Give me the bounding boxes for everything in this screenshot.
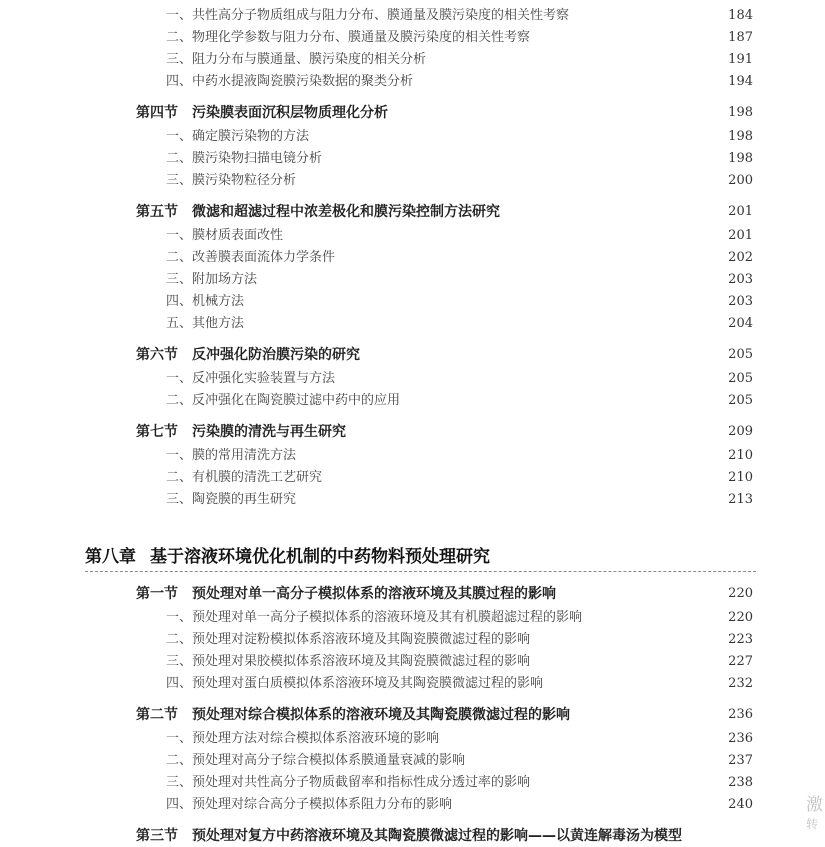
toc-entry-page: 210: [728, 470, 753, 485]
toc-entry-title: 一、膜的常用清洗方法: [166, 448, 297, 463]
toc-entry-title: 二、物理化学参数与阻力分布、膜通量及膜污染度的相关性考察: [166, 30, 531, 45]
toc-section-page: 220: [728, 586, 753, 601]
watermark-text: 转: [806, 817, 819, 831]
toc-section-title: [136, 704, 570, 726]
toc-section[interactable]: [0, 583, 825, 605]
toc-entry[interactable]: [0, 489, 825, 511]
toc-entry-title: 二、预处理对淀粉模拟体系溶液环境及其陶瓷膜微滤过程的影响: [166, 632, 531, 647]
toc-entry-title: 三、阻力分布与膜通量、膜污染度的相关分析: [166, 52, 427, 67]
chapter-title: 基于溶液环境优化机制的中药物料预处理研究: [150, 547, 490, 567]
toc-entry-title: 三、附加场方法: [166, 272, 258, 287]
toc-section[interactable]: [0, 825, 825, 847]
toc-entry-page: 187: [728, 30, 753, 45]
toc-entry-page: 210: [728, 448, 753, 463]
toc-entry-title: 二、膜污染物扫描电镜分析: [166, 151, 323, 166]
toc-entry-page: 232: [728, 676, 753, 691]
toc-entry-page: 227: [728, 654, 753, 669]
section-number: 第五节: [136, 204, 178, 220]
toc-entry-title: 三、陶瓷膜的再生研究: [166, 492, 297, 507]
toc-entry[interactable]: [0, 148, 825, 170]
section-title-text: 预处理对综合模拟体系的溶液环境及其陶瓷膜微滤过程的影响: [192, 707, 570, 723]
toc-entry-page: 220: [728, 610, 753, 625]
toc-entry-page: 204: [728, 316, 753, 331]
toc-entry-page: 238: [728, 775, 753, 790]
toc-entry-title: 五、其他方法: [166, 316, 245, 331]
toc-section-page: 198: [728, 105, 753, 120]
section-title-text: 微滤和超滤过程中浓差极化和膜污染控制方法研究: [192, 204, 500, 220]
toc-section[interactable]: [0, 344, 825, 366]
toc-entry-page: 223: [728, 632, 753, 647]
section-title-text: 预处理对复方中药溶液环境及其陶瓷膜微滤过程的影响——以黄连解毒汤为模型: [192, 828, 682, 844]
toc-entry[interactable]: [0, 673, 825, 695]
toc-entry-page: 200: [728, 173, 753, 188]
section-number: 第六节: [136, 347, 178, 363]
toc-entry-title: 一、共性高分子物质组成与阻力分布、膜通量及膜污染度的相关性考察: [166, 8, 570, 23]
toc-section[interactable]: [0, 421, 825, 443]
toc-entry-title: 一、预处理对单一高分子模拟体系的溶液环境及其有机膜超滤过程的影响: [166, 610, 583, 625]
toc-entry[interactable]: [0, 49, 825, 71]
toc-entry[interactable]: [0, 467, 825, 489]
toc-section-title: [136, 102, 388, 124]
section-title-text: 反冲强化防治膜污染的研究: [192, 347, 360, 363]
toc-entry-page: 198: [728, 129, 753, 144]
toc-entry-title: 二、有机膜的清洗工艺研究: [166, 470, 323, 485]
toc-section-title: [136, 825, 682, 847]
toc-entry-title: 一、确定膜污染物的方法: [166, 129, 310, 144]
toc-entry-title: 三、预处理对共性高分子物质截留率和指标性成分透过率的影响: [166, 775, 531, 790]
toc-entry[interactable]: [0, 390, 825, 412]
chapter-divider: [85, 571, 756, 572]
toc-entry[interactable]: [0, 291, 825, 313]
section-title-text: 污染膜的清洗与再生研究: [192, 424, 346, 440]
toc-entry-title: 一、预处理方法对综合模拟体系溶液环境的影响: [166, 731, 440, 746]
section-number: 第二节: [136, 707, 178, 723]
toc-entry-title: 一、反冲强化实验装置与方法: [166, 371, 336, 386]
toc-entry-page: 184: [728, 8, 753, 23]
toc-entry[interactable]: [0, 750, 825, 772]
toc-entry-page: 201: [728, 228, 753, 243]
section-number: 第三节: [136, 828, 178, 844]
toc-entry-page: 240: [728, 797, 753, 812]
toc-entry-page: 194: [728, 74, 753, 89]
toc-entry[interactable]: [0, 794, 825, 816]
toc-entry-page: 203: [728, 294, 753, 309]
toc-entry-title: 三、膜污染物粒径分析: [166, 173, 297, 188]
toc-section-title: [136, 421, 346, 443]
toc-section[interactable]: [0, 102, 825, 124]
chapter-heading[interactable]: [85, 542, 490, 567]
toc-entry[interactable]: [0, 71, 825, 93]
toc-entry-page: 205: [728, 371, 753, 386]
watermark-text: 激: [806, 795, 823, 815]
toc-entry[interactable]: [0, 629, 825, 651]
toc-entry[interactable]: [0, 5, 825, 27]
toc-section-page: 236: [728, 707, 753, 722]
section-title-text: 预处理对单一高分子模拟体系的溶液环境及其膜过程的影响: [192, 586, 556, 602]
toc-section[interactable]: [0, 201, 825, 223]
toc-entry-page: 191: [728, 52, 753, 67]
section-title-text: 污染膜表面沉积层物质理化分析: [192, 105, 388, 121]
chapter-number: 第八章: [85, 547, 136, 567]
toc-entry[interactable]: [0, 27, 825, 49]
toc-entry[interactable]: [0, 368, 825, 390]
toc-entry[interactable]: [0, 772, 825, 794]
toc-section-page: 209: [728, 424, 753, 439]
toc-section[interactable]: [0, 704, 825, 726]
toc-entry[interactable]: [0, 313, 825, 335]
toc-entry[interactable]: [0, 126, 825, 148]
toc-entry-title: 四、机械方法: [166, 294, 245, 309]
toc-entry-page: 203: [728, 272, 753, 287]
toc-entry-page: 205: [728, 393, 753, 408]
section-number: 第一节: [136, 586, 178, 602]
toc-entry[interactable]: [0, 225, 825, 247]
toc-section-title: [136, 344, 360, 366]
toc-entry-page: 198: [728, 151, 753, 166]
toc-entry-title: 四、预处理对综合高分子模拟体系阻力分布的影响: [166, 797, 453, 812]
toc-section-title: [136, 583, 556, 605]
toc-entry[interactable]: [0, 445, 825, 467]
toc-entry-title: 四、预处理对蛋白质模拟体系溶液环境及其陶瓷膜微滤过程的影响: [166, 676, 544, 691]
toc-entry[interactable]: [0, 607, 825, 629]
toc-entry[interactable]: [0, 651, 825, 673]
toc-entry-title: 四、中药水提液陶瓷膜污染数据的聚类分析: [166, 74, 414, 89]
toc-section-title: [136, 201, 500, 223]
toc-entry-page: 213: [728, 492, 753, 507]
toc-section-page: 205: [728, 347, 753, 362]
toc-entry[interactable]: [0, 170, 825, 192]
toc-entry[interactable]: [0, 728, 825, 750]
toc-entry-title: 一、膜材质表面改性: [166, 228, 284, 243]
toc-entry[interactable]: [0, 269, 825, 291]
toc-section-page: 201: [728, 204, 753, 219]
toc-entry-page: 236: [728, 731, 753, 746]
section-number: 第四节: [136, 105, 178, 121]
toc-entry-page: 237: [728, 753, 753, 768]
toc-entry-title: 二、反冲强化在陶瓷膜过滤中药中的应用: [166, 393, 401, 408]
toc-entry-title: 二、改善膜表面流体力学条件: [166, 250, 336, 265]
toc-entry-page: 202: [728, 250, 753, 265]
toc-entry-title: 三、预处理对果胶模拟体系溶液环境及其陶瓷膜微滤过程的影响: [166, 654, 531, 669]
toc-entry-title: 二、预处理对高分子综合模拟体系膜通量衰减的影响: [166, 753, 466, 768]
toc-entry[interactable]: [0, 247, 825, 269]
section-number: 第七节: [136, 424, 178, 440]
